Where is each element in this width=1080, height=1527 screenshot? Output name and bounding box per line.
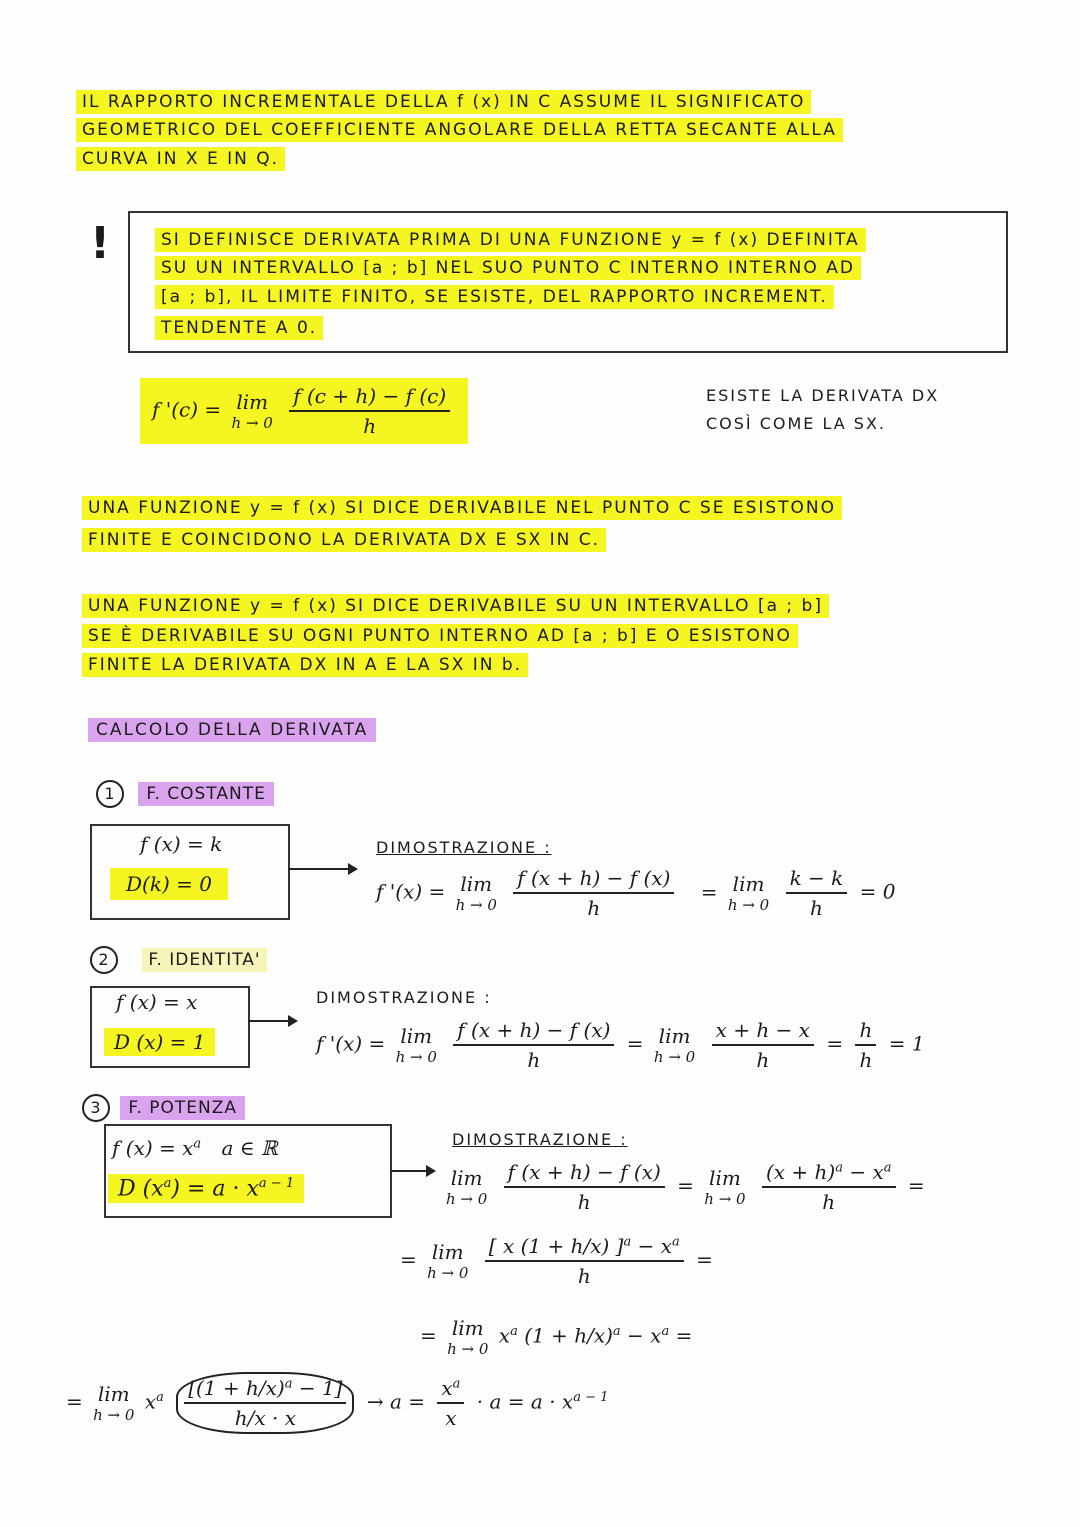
power-proof-step-3: = lim h → 0 $x^a$ $(1 + h/x)^a - x^a$ =	[420, 1316, 693, 1358]
arrow-icon	[288, 868, 356, 870]
intro-line-3: CURVA IN X E IN Q.	[76, 149, 285, 169]
identity-proof-label: DIMOSTRAZIONE :	[316, 988, 492, 1007]
interval-paragraph-line-1: UNA FUNZIONE y = f (x) SI DICE DERIVABILE SU UN INTERVALLO [a ; b]	[82, 596, 829, 616]
arrow-icon	[248, 1020, 296, 1022]
interval-paragraph-line-2: SE È DERIVABILE SU OGNI PUNTO INTERNO AD [a ; b] E O ESISTONO	[82, 626, 798, 646]
intro-line-1: IL RAPPORTO INCREMENTALE DELLA f (x) IN C ASSUME IL SIGNIFICATO	[76, 92, 811, 112]
definition-line-1: SI DEFINISCE DERIVATA PRIMA DI UNA FUNZIONE y = f (x) DEFINITA	[155, 230, 866, 250]
constant-derivative-rule: D(k) = 0	[110, 868, 228, 900]
identity-function: f (x) = x	[116, 990, 198, 1014]
power-proof-label: DIMOSTRAZIONE :	[452, 1130, 628, 1149]
power-proof-step-2: = lim h → 0 $\frac{[ x (1 + h/x) ]^a - x^a}{h}$ =	[400, 1234, 713, 1288]
item-1-heading: 1 F. COSTANTE	[96, 780, 274, 808]
number-2-icon: 2	[90, 946, 118, 974]
constant-proof: f '(x) = lim h → 0 $\frac{f (x + h) - f (x)}{h}$ = lim h → 0 $\frac{k - k}{h}$ = 0	[376, 866, 896, 920]
power-proof-step-1: lim h → 0 $\frac{f (x + h) - f (x)}{h}$ = lim h → 0 $\frac{(x + h)^a - x^a}{h}$ =	[446, 1160, 925, 1214]
side-note-line-1: ESISTE LA DERIVATA DX	[706, 386, 940, 405]
derivative-definition-formula: f '(c) = lim h → 0 $\frac{f (c + h) - f (c)}{h}$	[140, 378, 468, 444]
definition-line-2: SU UN INTERVALLO [a ; b] NEL SUO PUNTO C INTERNO INTERNO AD	[155, 258, 861, 278]
power-proof-step-4: = lim h → 0 $x^a$ $\frac{[(1 + h/x)^a - 1]}{h/x \cdot x}$ → a = $\frac{x^a}{x}$ · $a = a \cdot x^{a - 1}$	[66, 1372, 608, 1434]
interval-paragraph-line-3: FINITE LA DERIVATA DX IN A E LA SX IN b.	[82, 655, 528, 675]
constant-function: f (x) = k	[140, 832, 223, 856]
definition-line-3: [a ; b], IL LIMITE FINITO, SE ESISTE, DEL RAPPORTO INCREMENT.	[155, 287, 834, 307]
item-3-heading: 3 F. POTENZA	[82, 1094, 245, 1122]
power-function: f $(x) = x^a$ a ∈ ℝ	[112, 1136, 278, 1160]
identity-proof: f '(x) = lim h → 0 $\frac{f (x + h) - f (x)}{h}$ = lim h → 0 $\frac{x + h - x}{h}$ = $\frac{h}{h}$ = 1	[316, 1018, 925, 1072]
point-paragraph-line-2: FINITE E COINCIDONO LA DERIVATA DX E SX IN C.	[82, 530, 606, 550]
exclamation-mark-icon: !	[90, 218, 111, 269]
constant-proof-label: DIMOSTRAZIONE :	[376, 838, 552, 857]
arrow-icon	[390, 1170, 434, 1172]
identity-derivative-rule: D (x) = 1	[104, 1028, 215, 1056]
point-paragraph-line-1: UNA FUNZIONE y = f (x) SI DICE DERIVABILE NEL PUNTO C SE ESISTONO	[82, 498, 842, 518]
number-3-icon: 3	[82, 1094, 110, 1122]
side-note-line-2: COSÌ COME LA SX.	[706, 414, 887, 433]
power-derivative-rule: D $(x^a) = a \cdot x^{a - 1}$	[108, 1174, 304, 1203]
number-1-icon: 1	[96, 780, 124, 808]
item-2-heading: 2 F. IDENTITA'	[90, 946, 267, 974]
intro-line-2: GEOMETRICO DEL COEFFICIENTE ANGOLARE DELLA RETTA SECANTE ALLA	[76, 120, 843, 140]
section-title: CALCOLO DELLA DERIVATA	[88, 720, 376, 740]
definition-line-4: TENDENTE A 0.	[155, 318, 323, 338]
